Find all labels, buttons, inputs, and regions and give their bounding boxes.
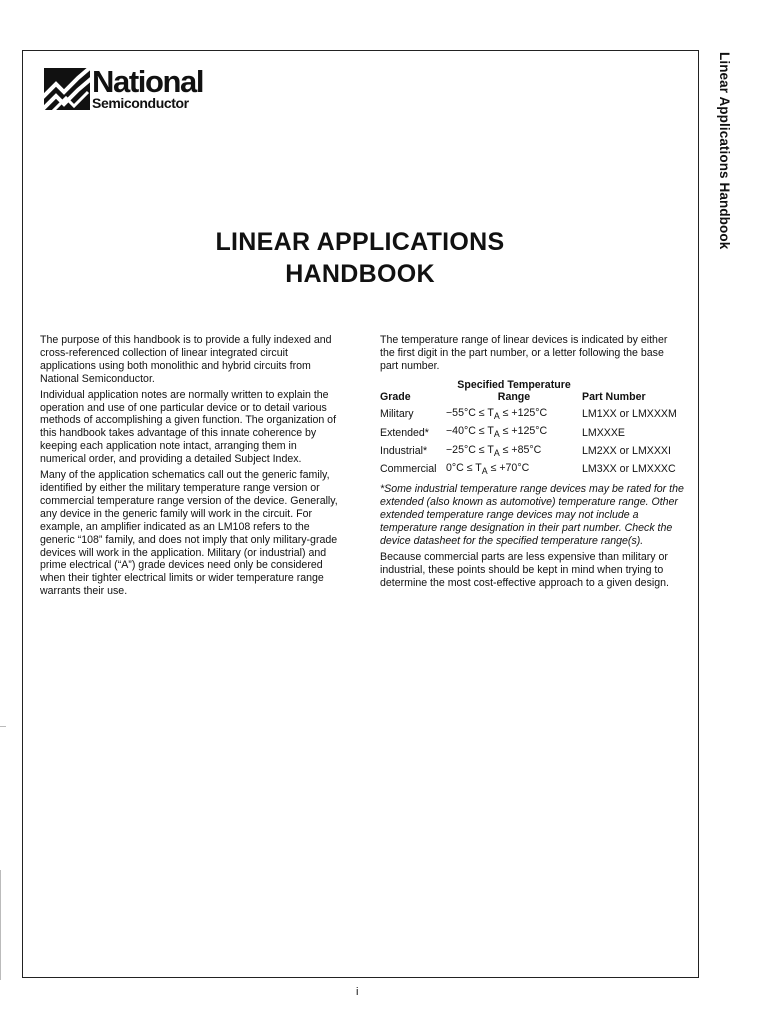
cell-part-number: LM3XX or LMXXXC [582, 463, 676, 476]
temperature-range-table [380, 379, 677, 480]
paragraph: Many of the application schematics call out the generic family, identified by either the military temperature range version or commercial temperature range version of the device. Generally, any device in the generic family will work in the circuit. For example, an amplifier indicated as an LM108 refers to the generic “108” family, and does not imply that only military-grade devices will work in the application. Military (or industrial) and prime electrical (“A”) grade devices need only be considered when their tighter electrical limits or wider temperature range warrants their use. [40, 469, 338, 598]
cell-grade: Military [380, 408, 414, 421]
side-tab [699, 48, 732, 268]
cell-part-number: LM1XX or LMXXXM [582, 408, 677, 421]
temperature-intro: The temperature range of linear devices is indicated by either the first digit in the part number, or a letter following the base part number. [380, 334, 668, 372]
logo-subtitle: Semiconductor [92, 95, 189, 111]
title-line-2: HANDBOOK [285, 260, 435, 288]
title-line-1: LINEAR APPLICATIONS [215, 228, 505, 256]
cell-range: $-25^\circ C \le T_A \le +85^\circ C$ [446, 443, 542, 458]
cell-range: $-40^\circ C \le T_A \le +125^\circ C$ [446, 425, 548, 440]
side-tab-label: Linear Applications Handbook [717, 52, 732, 250]
footnote: *Some industrial temperature range devices may be rated for the extended (also known as automotive) temperature range. Other extended temperature range devices may not include a temperature range designation in their part number. Check the device datasheet for the specified temperature range(s). [380, 483, 684, 547]
right-column [380, 334, 684, 593]
cell-part-number: LM2XX or LMXXXI [582, 445, 671, 458]
closing-paragraph: Because commercial parts are less expensive than military or industrial, these points should be kept in mind when trying to determine the most cost-effective approach to a given design. [380, 550, 669, 589]
scan-mark [0, 870, 1, 980]
cell-range: $-55^\circ C \le T_A \le +125^\circ C$ [446, 406, 548, 421]
table-row [380, 461, 677, 479]
cell-grade: Industrial* [380, 445, 428, 458]
table-row [380, 424, 677, 442]
cell-range: $0^\circ C \le T_A \le +70^\circ C$ [446, 461, 530, 477]
page-title [60, 226, 660, 290]
scan-mark [0, 726, 6, 727]
header-grade: Grade [380, 390, 411, 403]
cell-part-number: LMXXXE [582, 426, 625, 439]
cell-grade: Commercial [380, 463, 437, 476]
cell-grade: Extended* [380, 426, 429, 439]
logo [44, 64, 204, 111]
paragraph: The purpose of this handbook is to provide a fully indexed and cross-referenced collection of linear integrated circuit applications using both monolithic and hybrid circuits from National Semiconductor. [40, 334, 332, 385]
header-range: Specified Temperature Range [457, 378, 571, 403]
table-header-row [380, 379, 677, 406]
page-number: i [356, 986, 359, 998]
national-semiconductor-logo-icon [44, 68, 90, 110]
table-row [380, 406, 677, 424]
left-column [40, 334, 342, 601]
logo-name: National [92, 64, 204, 99]
paragraph: Individual application notes are normally written to explain the operation and use of one particular device or to detail various methods of accomplishing a given function. The organization of this handbook takes advantage of this innate coherence by keeping each application note intact, arranging them in numerical order, and providing a detailed Subject Index. [40, 388, 337, 466]
header-part-number: Part Number [582, 390, 646, 403]
table-row [380, 443, 677, 461]
